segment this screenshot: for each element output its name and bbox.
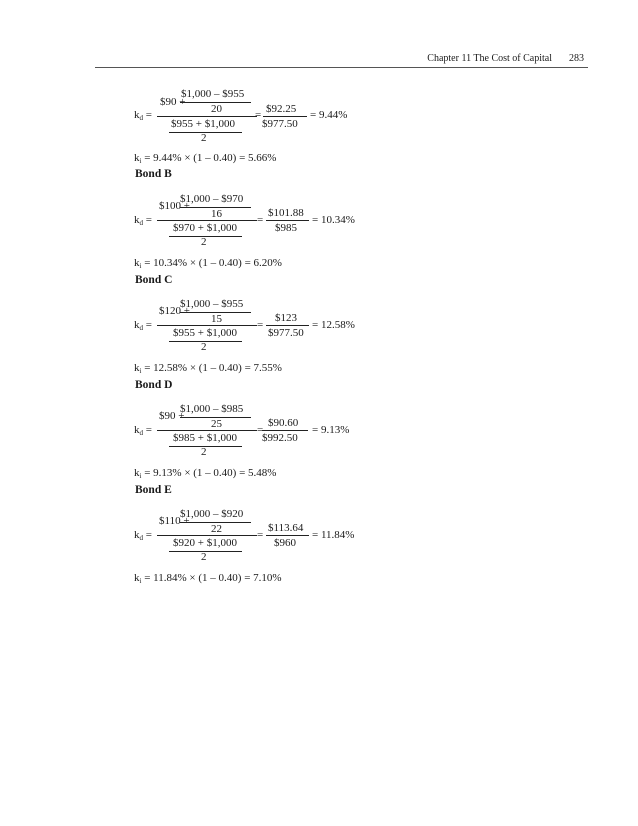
page-number: 283: [569, 53, 584, 64]
equals-sign: =: [257, 529, 264, 541]
bond-c-heading: Bond C: [135, 274, 173, 286]
inner-numerator: $1,000 – $920: [180, 508, 244, 520]
fraction-numerator: $90.60: [268, 417, 299, 429]
average-numerator: $955 + $1,000: [171, 118, 235, 130]
coupon-plus: $100 +: [159, 200, 190, 212]
average-denominator: 2: [201, 551, 207, 563]
ki-line-first: ki = 9.44% × (1 – 0.40) = 5.66%: [134, 152, 277, 165]
inner-denominator: 16: [211, 208, 222, 220]
coupon-plus: $110 +: [159, 515, 190, 527]
inner-denominator: 15: [211, 313, 222, 325]
main-fraction-bar: [157, 430, 257, 431]
equals-sign: =: [257, 319, 264, 331]
kd-result: = 9.44%: [310, 109, 348, 121]
average-numerator: $985 + $1,000: [173, 432, 237, 444]
coupon-plus: $90 +: [159, 410, 185, 422]
inner-numerator: $1,000 – $970: [180, 193, 244, 205]
fraction-denominator: $977.50: [262, 118, 298, 130]
fraction-numerator: $101.88: [268, 207, 304, 219]
inner-numerator: $1,000 – $985: [180, 403, 244, 415]
main-fraction-bar: [157, 116, 257, 117]
kd-label: kd =: [134, 214, 152, 227]
fraction-numerator: $92.25: [266, 103, 297, 115]
kd-label: kd =: [134, 319, 152, 332]
equals-sign: =: [255, 109, 262, 121]
fraction-bar: [266, 535, 309, 536]
ki-line-bond-d: ki = 9.13% × (1 – 0.40) = 5.48%: [134, 467, 277, 480]
header-rule: [95, 67, 588, 68]
main-fraction-bar: [157, 220, 257, 221]
inner-denominator: 25: [211, 418, 222, 430]
kd-result: = 12.58%: [312, 319, 355, 331]
fraction-bar: [262, 430, 308, 431]
coupon-plus: $90 +: [160, 96, 186, 108]
fraction-bar: [266, 325, 309, 326]
running-header: [0, 53, 638, 67]
coupon-plus: $120 +: [159, 305, 190, 317]
average-denominator: 2: [201, 446, 207, 458]
equals-sign: =: [257, 424, 264, 436]
chapter-title: Chapter 11 The Cost of Capital: [427, 53, 552, 64]
bond-d-heading: Bond D: [135, 379, 173, 391]
kd-result: = 10.34%: [312, 214, 355, 226]
kd-result: = 11.84%: [312, 529, 355, 541]
inner-denominator: 20: [211, 103, 222, 115]
kd-label: kd =: [134, 529, 152, 542]
bond-e-heading: Bond E: [135, 484, 172, 496]
equals-sign: =: [257, 214, 264, 226]
average-numerator: $955 + $1,000: [173, 327, 237, 339]
fraction-denominator: $992.50: [262, 432, 298, 444]
inner-denominator: 22: [211, 523, 222, 535]
kd-label: kd =: [134, 109, 152, 122]
fraction-numerator: $113.64: [268, 522, 304, 534]
main-fraction-bar: [157, 535, 257, 536]
ki-line-bond-e: ki = 11.84% × (1 – 0.40) = 7.10%: [134, 572, 282, 585]
average-numerator: $970 + $1,000: [173, 222, 237, 234]
fraction-denominator: $985: [275, 222, 297, 234]
average-denominator: 2: [201, 236, 207, 248]
fraction-numerator: $123: [275, 312, 297, 324]
main-fraction-bar: [157, 325, 257, 326]
average-denominator: 2: [201, 341, 207, 353]
fraction-bar: [263, 116, 307, 117]
fraction-denominator: $977.50: [268, 327, 304, 339]
inner-numerator: $1,000 – $955: [180, 298, 244, 310]
average-denominator: 2: [201, 132, 207, 144]
ki-line-bond-b: ki = 10.34% × (1 – 0.40) = 6.20%: [134, 257, 282, 270]
inner-numerator: $1,000 – $955: [181, 88, 245, 100]
bond-b-heading: Bond B: [135, 168, 172, 180]
fraction-bar: [266, 220, 309, 221]
ki-line-bond-c: ki = 12.58% × (1 – 0.40) = 7.55%: [134, 362, 282, 375]
kd-label: kd =: [134, 424, 152, 437]
fraction-denominator: $960: [274, 537, 296, 549]
average-numerator: $920 + $1,000: [173, 537, 237, 549]
kd-result: = 9.13%: [312, 424, 350, 436]
